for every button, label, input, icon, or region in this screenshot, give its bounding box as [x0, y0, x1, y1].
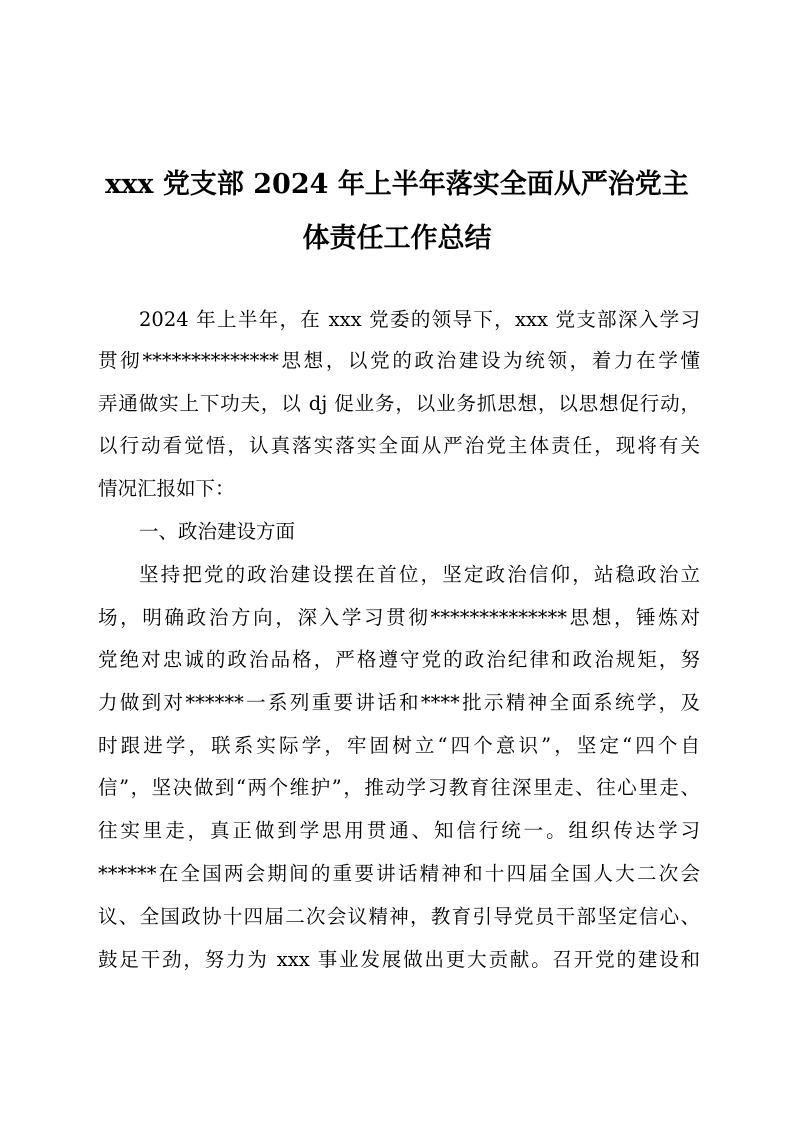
document-title-line-2: 体责任工作总结 — [302, 223, 492, 254]
paragraph-line: 贯彻**************思想，以党的政治建设为统领，着力在学懂 — [98, 349, 700, 372]
paragraph-line: 信”，坚决做到“两个维护”，推动学习教育往深里走、往心里走、 — [98, 776, 700, 799]
paragraph-line: 往实里走，真正做到学思用贯通、知信行统一。组织传达学习 — [98, 819, 700, 842]
paragraph-line: 场，明确政治方向，深入学习贯彻**************思想，锤炼对 — [98, 606, 700, 629]
paragraph-line: 力做到对******一系列重要讲话和****批示精神全面系统学，及 — [98, 691, 700, 714]
paragraph-line: 2024 年上半年，在 xxx 党委的领导下，xxx 党支部深入学习 — [139, 308, 700, 331]
paragraph-line: 坚持把党的政治建设摆在首位，坚定政治信仰，站稳政治立 — [139, 563, 700, 586]
section-heading: 一、政治建设方面 — [139, 520, 296, 543]
document-title-line-1: xxx 党支部 2024 年上半年落实全面从严治党主 — [105, 169, 689, 200]
paragraph-line: 党绝对忠诚的政治品格，严格遵守党的政治纪律和政治规矩，努 — [98, 648, 700, 671]
paragraph-line: ******在全国两会期间的重要讲话精神和十四届全国人大二次会 — [98, 862, 700, 885]
paragraph-line: 以行动看觉悟，认真落实落实全面从严治党主体责任，现将有关 — [98, 434, 700, 457]
paragraph-line: 弄通做实上下功夫，以 dj 促业务，以业务抓思想，以思想促行动， — [98, 392, 700, 415]
paragraph-line: 议、全国政协十四届二次会议精神，教育引导党员干部坚定信心、 — [98, 905, 700, 928]
paragraph-line: 情况汇报如下： — [98, 477, 235, 500]
paragraph-line: 时跟进学，联系实际学，牢固树立“四个意识”，坚定“四个自 — [98, 734, 700, 757]
paragraph-line: 鼓足干劲，努力为 xxx 事业发展做出更大贡献。召开党的建设和 — [98, 948, 700, 971]
